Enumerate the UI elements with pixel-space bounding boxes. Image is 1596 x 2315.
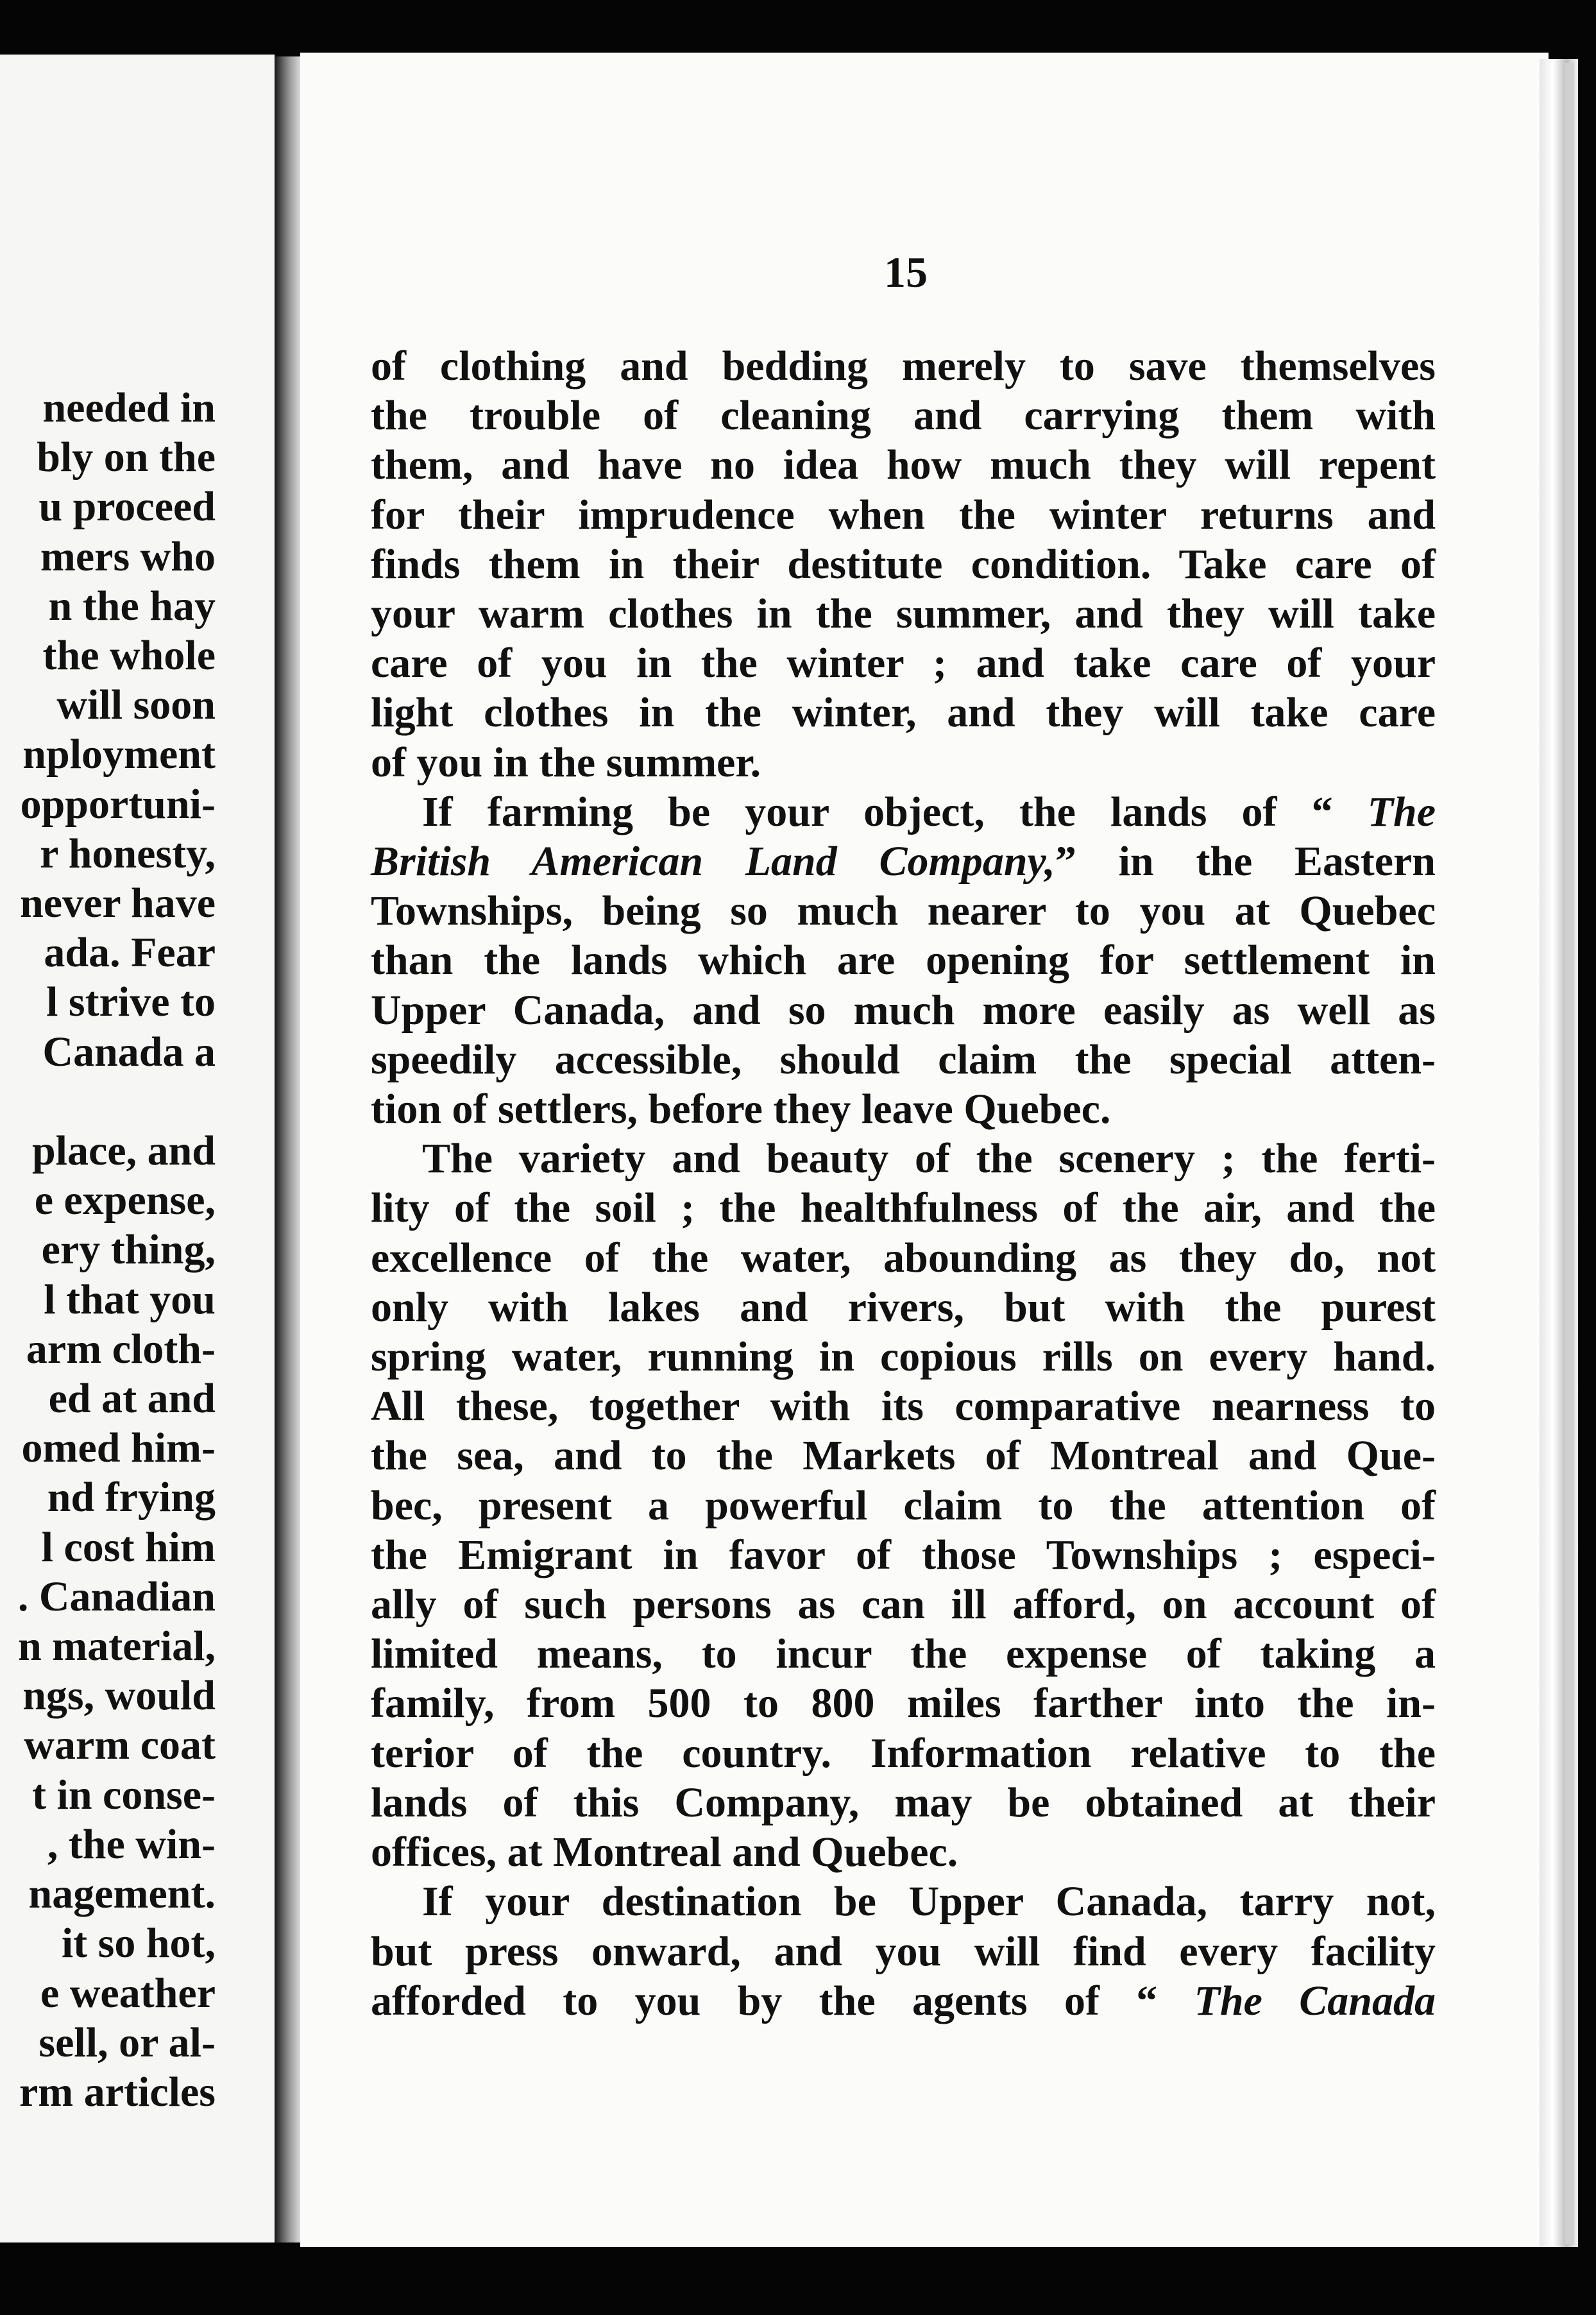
left-line: l that you (44, 1276, 216, 1323)
left-line: needed in (42, 384, 216, 431)
text-line: family, from 500 to 800 miles farther into the in- (371, 1680, 1436, 1727)
left-line: r honesty, (40, 830, 216, 877)
text-line: Townships, being so much nearer to you at Quebec (371, 887, 1436, 935)
text-line: than the lands which are opening for settlement in (371, 937, 1436, 984)
book-gutter (275, 56, 300, 2242)
italic-title: The (1367, 788, 1436, 835)
left-line: e expense, (34, 1177, 216, 1224)
left-line: never have (20, 880, 216, 927)
text-line: your warm clothes in the summer, and they will take (371, 590, 1436, 638)
text-line: bec, present a powerful claim to the attention of (371, 1482, 1436, 1529)
left-page-text (0, 383, 216, 2117)
left-line: bly on the (37, 434, 216, 481)
text-line: lity of the soil ; the healthfulness of the air, and the (371, 1184, 1436, 1232)
text-run: afforded to you by the agents of “ (371, 1977, 1194, 2024)
text-line: lands of this Company, may be obtained at their (371, 1779, 1436, 1826)
left-line: e weather (40, 1969, 216, 2017)
text-line: If your destination be Upper Canada, tarry not, (422, 1878, 1436, 1926)
left-line: Canada a (42, 1028, 216, 1075)
text-line: the sea, and to the Markets of Montreal and Que- (371, 1432, 1436, 1480)
left-line: nd frying (47, 1474, 216, 1521)
text-line: them, and have no idea how much they will repent (371, 441, 1436, 489)
text-line: Upper Canada, and so much more easily as well as (371, 986, 1436, 1034)
right-page-text (371, 341, 1436, 2026)
left-line: the whole (42, 632, 216, 679)
left-line: l strive to (46, 978, 216, 1026)
left-line: . Canadian (17, 1573, 216, 1620)
left-line: nployment (22, 731, 216, 778)
page-number: 15 (884, 248, 928, 296)
italic-title: British American Land Company, (371, 838, 1055, 885)
left-line: ed at and (48, 1375, 216, 1422)
text-line (371, 1976, 1436, 2026)
left-line: t in conse- (32, 1771, 216, 1818)
left-line: ngs, would (22, 1672, 216, 1720)
text-line: limited means, to incur the expense of taking a (371, 1630, 1436, 1678)
text-line: The variety and beauty of the scenery ; the ferti- (422, 1135, 1436, 1183)
text-line: of you in the summer. (371, 739, 761, 786)
text-line: spring water, running in copious rills on every hand. (371, 1333, 1436, 1381)
text-line: only with lakes and rivers, but with the purest (371, 1283, 1436, 1331)
left-line: warm coat (24, 1721, 216, 1769)
left-line: opportuni- (20, 780, 216, 828)
left-line: arm cloth- (26, 1325, 216, 1372)
left-line: ery thing, (41, 1226, 216, 1274)
left-line: ada. Fear (44, 929, 216, 977)
text-line: but press onward, and you will find every facility (371, 1927, 1436, 1975)
text-line: speedily accessible, should claim the special atten- (371, 1036, 1436, 1083)
left-line: rm articles (19, 2068, 216, 2115)
text-line (371, 787, 1436, 837)
text-line: for their imprudence when the winter returns and (371, 491, 1436, 538)
left-line: nagement. (28, 1870, 216, 1918)
left-line: l cost him (41, 1523, 216, 1571)
left-line: n the hay (48, 582, 216, 629)
text-line: the Emigrant in favor of those Townships ; especi- (371, 1531, 1436, 1578)
left-line: place, and (31, 1127, 216, 1175)
text-line: terior of the country. Information relative to the (371, 1729, 1436, 1777)
text-line: offices, at Montreal and Quebec. (371, 1829, 958, 1876)
italic-title: The Canada (1194, 1977, 1436, 2024)
text-line: light clothes in the winter, and they will take care (371, 689, 1436, 737)
page-edge-shadow (1565, 63, 1574, 2244)
text-line (371, 837, 1436, 886)
left-line: sell, or al- (38, 2019, 216, 2066)
text-line: of clothing and bedding merely to save themselves (371, 343, 1436, 389)
text-run: ” in the Eastern (1055, 838, 1436, 885)
left-line: omed him- (21, 1424, 216, 1472)
text-line: ally of such persons as can ill afford, on account of (371, 1581, 1436, 1628)
text-line: All these, together with its comparative nearness to (371, 1383, 1436, 1430)
left-line: , the win- (47, 1820, 216, 1868)
left-line (0, 1077, 216, 1126)
text-run: If farming be your object, the lands of “ (422, 788, 1368, 835)
left-line: u proceed (38, 483, 216, 531)
left-line: it so hot, (61, 1920, 216, 1967)
left-line: will soon (56, 681, 216, 729)
text-line: finds them in their destitute condition. Take care of (371, 540, 1436, 588)
left-page (0, 55, 275, 2242)
text-line: care of you in the winter ; and take care of your (371, 640, 1436, 687)
text-line: the trouble of cleaning and carrying them with (371, 392, 1436, 440)
left-line: n material, (18, 1623, 216, 1670)
text-line: tion of settlers, before they leave Quebec. (371, 1086, 1111, 1133)
text-line: excellence of the water, abounding as they do, not (371, 1234, 1436, 1281)
left-line: mers who (40, 533, 216, 580)
